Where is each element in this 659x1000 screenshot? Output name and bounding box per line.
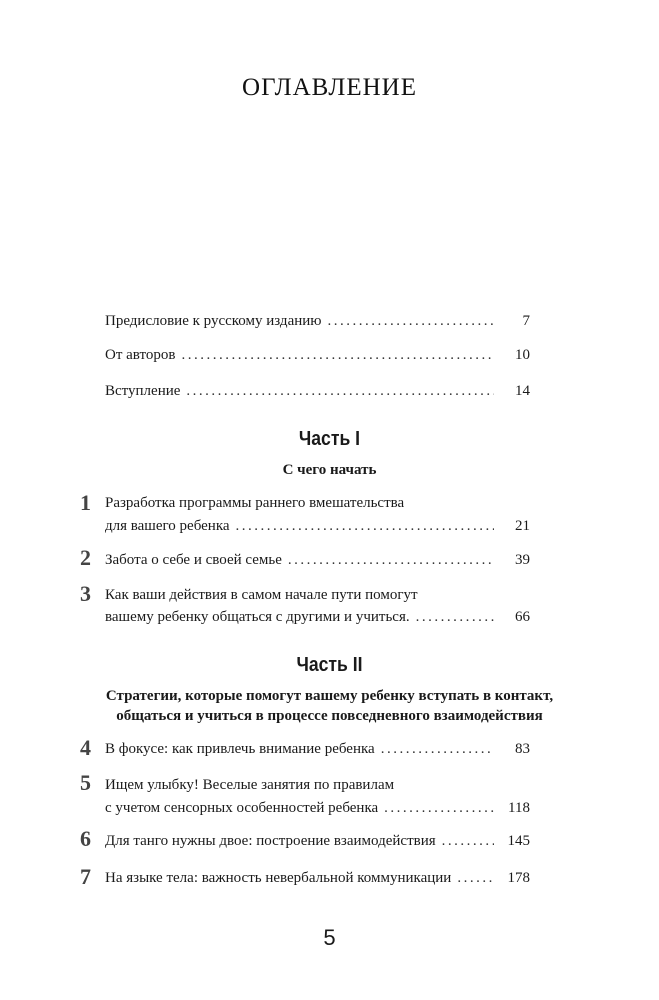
chapter-2-title: Забота о себе и своей семье [105,552,282,568]
chapter-4-entry[interactable] [105,738,530,760]
dot-leader [442,830,494,852]
page-number: 5 [323,925,336,950]
chapter-3-page: 66 [515,609,530,625]
chapter-1-title-line-1[interactable]: Разработка программы раннего вмешательства [105,495,405,511]
page-title: ОГЛАВЛЕНИЕ [242,74,417,101]
part-2-subtitle-line-1: Стратегии, которые помогут вашему ребенку вступать в контакт, [105,688,554,704]
chapter-4-page: 83 [515,741,530,757]
chapter-1-title-line-2: для вашего ребенка [105,518,230,534]
dot-leader [457,867,494,889]
toc-entry-page: 14 [515,383,530,399]
toc-entry-page: 7 [522,313,530,329]
chapter-3-number: 3 [80,581,91,606]
dot-leader [416,606,494,628]
chapter-5-entry[interactable] [105,797,530,819]
chapter-4-title: В фокусе: как привлечь внимание ребенка [105,741,375,757]
chapter-5-number: 5 [80,770,91,795]
chapter-1-entry[interactable] [105,515,530,537]
part-2-subtitle-line-2: общаться и учиться в процессе повседневного взаимодействия [116,708,543,724]
dot-leader [381,738,494,760]
dot-leader [181,344,494,366]
chapter-3-title-line-1[interactable]: Как ваши действия в самом начале пути помогут [105,587,418,603]
chapter-2-entry[interactable] [105,549,530,571]
chapter-1-page: 21 [515,518,530,534]
chapter-6-number: 6 [80,826,91,851]
chapter-6-page: 145 [507,833,530,849]
toc-entry-introduction[interactable] [105,380,530,402]
part-2-title: Часть II [296,654,363,676]
chapter-5-page: 118 [508,800,530,816]
dot-leader [186,380,494,402]
dot-leader [236,515,494,537]
chapter-7-number: 7 [80,864,91,889]
dot-leader [327,310,494,332]
toc-entry-preface[interactable] [105,310,530,332]
toc-entry-from-authors[interactable] [105,344,530,366]
chapter-7-entry[interactable] [105,867,530,889]
part-1-title: Часть I [298,428,361,450]
dot-leader [288,549,494,571]
chapter-7-title: На языке тела: важность невербальной коммуникации [105,870,452,886]
toc-entry-title: Вступление [105,383,181,399]
chapter-6-entry[interactable] [105,830,530,852]
chapter-5-title-line-2: с учетом сенсорных особенностей ребенка [105,800,379,816]
chapter-6-title: Для танго нужны двое: построение взаимодействия [105,833,436,849]
chapter-5-title-line-1[interactable]: Ищем улыбку! Веселые занятия по правилам [105,777,395,793]
chapter-7-page: 178 [507,870,530,886]
chapter-3-title-line-2: вашему ребенку общаться с другими и учиться. [105,609,410,625]
chapter-1-number: 1 [80,490,91,515]
toc-entry-title: Предисловие к русскому изданию [105,313,322,329]
toc-entry-page: 10 [515,347,530,363]
chapter-3-entry[interactable] [105,606,530,628]
chapter-4-number: 4 [80,735,91,760]
part-1-subtitle: С чего начать [282,462,377,478]
dot-leader [384,797,494,819]
toc-entry-title: От авторов [105,347,176,363]
chapter-2-page: 39 [515,552,530,568]
chapter-2-number: 2 [80,545,91,570]
